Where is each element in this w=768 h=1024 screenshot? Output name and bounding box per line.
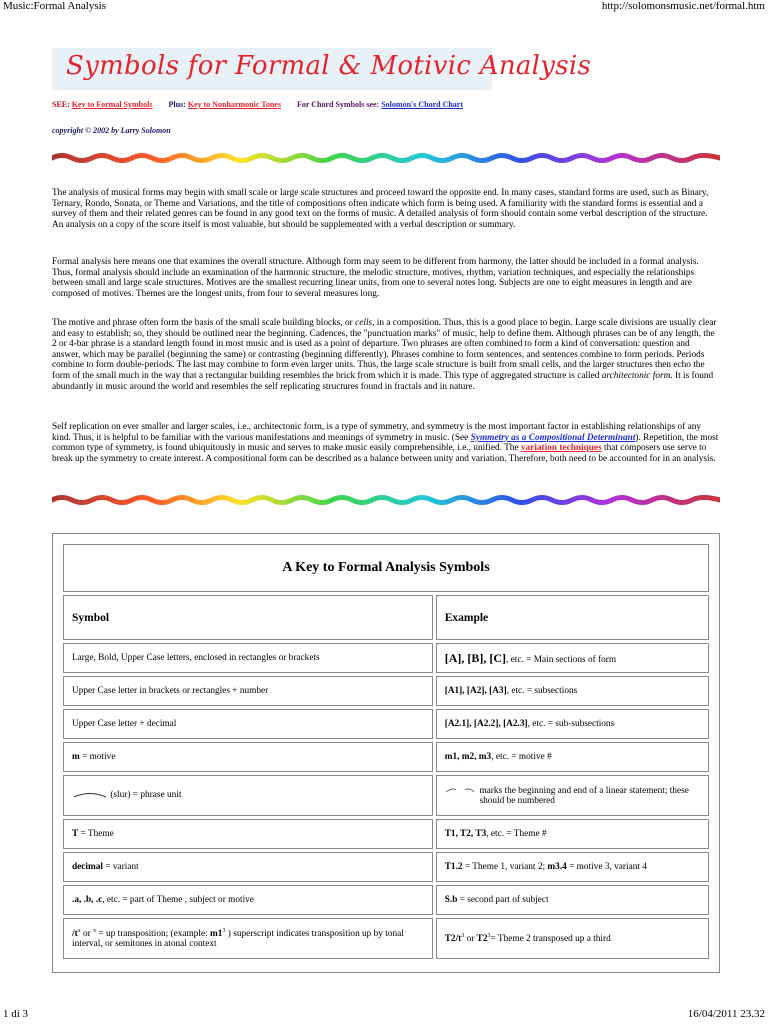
table-row xyxy=(63,918,709,959)
example-content xyxy=(445,786,700,806)
example-text: , etc. = Main sections of form xyxy=(506,654,617,665)
example-bold: m3.4 xyxy=(547,862,567,872)
symbol-cell xyxy=(63,742,433,772)
link-chord-chart[interactable]: Solomon's Chord Chart xyxy=(381,100,464,109)
link-formal-symbols[interactable]: Key to Formal Symbols xyxy=(71,100,153,109)
table-header-row xyxy=(63,595,709,640)
symbols-table xyxy=(60,541,712,962)
symbol-cell xyxy=(63,885,433,915)
symbol-bold: m xyxy=(72,752,80,762)
example-cell xyxy=(436,775,709,816)
example-bold: [A1], [A2], [A3] xyxy=(444,686,507,696)
example-text: marks the beginning and end of a linear statement; these should be numbered xyxy=(479,785,689,806)
symbol-cell: Large, Bold, Upper Case letters, enclosed in rectangles or brackets xyxy=(63,643,433,673)
symbol-text: (slur) = phrase unit xyxy=(110,790,182,801)
symbol-bold: .a, .b, .c xyxy=(72,895,103,905)
print-timestamp: 16/04/2011 23.32 xyxy=(687,1008,765,1020)
page-number: 1 di 3 xyxy=(3,1008,29,1020)
p3-cells: cells xyxy=(355,318,373,328)
table-row xyxy=(63,819,709,849)
example-text: , etc. = motive # xyxy=(491,752,552,762)
slur-icon xyxy=(72,790,108,800)
table-row xyxy=(63,775,709,816)
example-cell xyxy=(436,918,709,959)
chord-label: For Chord Symbols see: xyxy=(296,100,380,109)
table-row xyxy=(63,852,709,882)
see-label: SEE: xyxy=(52,100,70,109)
superscript: x xyxy=(93,927,97,934)
symbol-text: , etc. = part of Theme , subject or motive xyxy=(102,895,254,905)
title-banner xyxy=(52,48,592,90)
example-text: = motive 3, variant 4 xyxy=(566,862,647,872)
symbol-text: = variant xyxy=(102,862,139,872)
browser-url: http://solomonsmusic.net/formal.htm xyxy=(601,0,765,12)
symbol-cell xyxy=(63,852,433,882)
symbol-bold: m1 xyxy=(210,929,223,940)
p4-part-c: that composers use serve to break up the symmetry to create interest. A compositional form can be described as a balance between unity and variation. Therefore, both need to be accounted for in an analysis. xyxy=(52,443,716,464)
example-text: , etc. = sub-subsections xyxy=(527,719,615,729)
example-text: = Theme 2 transposed up a third xyxy=(490,934,611,945)
example-bold: T2/t xyxy=(444,934,462,945)
example-text: = Theme 1, variant 2; xyxy=(462,862,548,872)
col-header-symbol: Symbol xyxy=(63,595,433,640)
phrase-marks-icon xyxy=(445,786,476,796)
example-bold: m1, m2, m3 xyxy=(444,752,492,762)
example-cell xyxy=(436,709,709,739)
p3-architectonic: architectonic form. xyxy=(601,370,673,381)
p3-part-a: The motive and phrase often form the basis of the small scale building blocks, or xyxy=(52,318,356,328)
symbol-cell: Upper Case letter in brackets or rectangles + number xyxy=(63,676,433,706)
example-cell xyxy=(436,643,709,673)
col-header-example: Example xyxy=(436,595,709,640)
symbol-text: = Theme xyxy=(78,829,114,839)
example-bold: S.b xyxy=(444,895,458,905)
intro-paragraph-1 xyxy=(52,188,720,230)
example-bold: [A2.1], [A2.2], [A2.3] xyxy=(444,719,528,729)
browser-page-title: Music:Formal Analysis xyxy=(3,0,106,12)
see-also-line xyxy=(52,100,463,109)
p4-part-b: ). Repetition, the most common type of symmetry, is found ubiquitously in music and serves to make music easily comprehensible, i.e., unified. The xyxy=(52,432,719,454)
symbol-text: = up transposition; (example: xyxy=(96,929,211,940)
superscript: 3 xyxy=(222,927,226,934)
link-nonharmonic-tones[interactable]: Key to Nonharmonic Tones xyxy=(187,100,281,109)
link-symmetry[interactable]: Symmetry as a Compositional Determinant xyxy=(470,432,636,443)
symbol-cell xyxy=(63,775,433,816)
table-row xyxy=(63,742,709,772)
example-cell xyxy=(436,742,709,772)
p3-part-b: , in a composition. Thus, this is a good place to begin. Large scale divisions are usually clear and easy to establish; so, they should be outlined near the beginning. Cadences, the "punctuation marks" of music, help to define them. Although phrases can be of any length, the 2 or 4-bar phrase is a standard length found in most music and is used as a point of departure. Two phrases are often combined to form a kind of conversation: question and answer, which may be parallel (beginning the same) or contrasting (beginning differently). Phrases combine to form sentences, and sentences combine to form periods. Periods combine to form double-periods. The last may combine to form even larger units. Thus, the large scale structure is built from small cells, and the larger structures then echo the form of the small much in the way that a rectangular building resembles the brick from which it is made. This type of aggregated structure is called xyxy=(52,318,717,381)
example-cell xyxy=(436,676,709,706)
symbol-cell xyxy=(63,918,433,959)
table-row xyxy=(63,709,709,739)
symbol-cell: Upper Case letter + decimal xyxy=(63,709,433,739)
example-bold: T1.2 xyxy=(444,862,463,872)
symbol-bold: T xyxy=(72,829,79,839)
symbol-bold: decimal xyxy=(72,862,103,872)
example-text: , etc. = Theme # xyxy=(486,829,547,839)
paragraph-text: Formal analysis here means one that examines the overall structure. Although form may seem to be different from harmony, the latter should be included in a formal analysis. Thus, formal analysis should include an examination of the harmonic structure, the melodic structure, motives, rhythm, variation techniques, and especially the relationships between small and large scale structures. Motives are the smallest recurring linear units, from one to several notes long. Subjects are one to eight measures in length and are composed of motives. Themes are the longest units, from four to several measures long. xyxy=(52,257,699,299)
intro-paragraph-3 xyxy=(52,318,720,392)
copyright: copyright © 2002 by Larry Solomon xyxy=(52,126,171,135)
rainbow-divider-bottom xyxy=(52,494,720,506)
table-caption-row xyxy=(63,544,709,592)
plus-label: Plus: xyxy=(168,100,186,109)
p3-part-c: It is found abundantly in music around the world and resembles the self replicating structures found in fractals and in nature. xyxy=(52,370,714,392)
table-caption: A Key to Formal Analysis Symbols xyxy=(63,544,709,592)
symbol-text: ) superscript indicates transposition up by tonal interval, or semitones in atonal context xyxy=(72,929,404,950)
p4-part-a: Self replication on ever smaller and larger scales, i.e., architectonic form, is a type of symmetry, and symmetry is the most important factor in establishing relationships of any kind. Thus, it is helpful to be familiar with the various manifestations and meanings of symmetry in music. (See xyxy=(52,422,702,443)
symbol-text: or xyxy=(80,929,94,940)
example-text: , etc. = subsections xyxy=(506,686,578,696)
example-bold: T1, T2, T3 xyxy=(444,829,487,839)
example-cell xyxy=(436,819,709,849)
paragraph-text: The analysis of musical forms may begin with small scale or large scale structures and proceed toward the opposite end. In many cases, standard forms are used, such as Binary, Ternary, Rondo, Sonata, or Theme and Variations, and the title of compositions often indicate which form is being used. A familiarity with the standard forms is essential and a survey of them and their related genres can be found in any good text on the forms of music. A detailed analysis of form should contain some verbal description of the structure. An analysis on a copy of the score itself is most valuable, but should be supplemented with a verbal description or summary. xyxy=(52,188,709,230)
paragraph-text xyxy=(52,318,720,392)
example-bold: T2 xyxy=(476,934,488,945)
table-row xyxy=(63,676,709,706)
link-variation-techniques[interactable]: variation techniques xyxy=(520,443,602,454)
superscript: 3 xyxy=(487,932,491,939)
intro-paragraph-2 xyxy=(52,257,720,299)
rainbow-divider-top xyxy=(52,152,720,164)
example-cell xyxy=(436,852,709,882)
example-text: = second part of subject xyxy=(457,895,549,905)
symbol-cell xyxy=(63,819,433,849)
example-text: or xyxy=(464,934,477,945)
table-row xyxy=(63,885,709,915)
intro-paragraph-4 xyxy=(52,422,720,464)
example-bold: [A], [B], [C] xyxy=(444,650,507,665)
paragraph-text xyxy=(52,422,720,464)
superscript: 3 xyxy=(461,932,465,939)
symbols-table-frame xyxy=(52,533,720,973)
superscript: x xyxy=(77,927,81,934)
symbol-text: = motive xyxy=(79,752,116,762)
page-title: Symbols for Formal & Motivic Analysis xyxy=(66,51,592,81)
symbol-bold: /t xyxy=(72,929,78,940)
table-row xyxy=(63,643,709,673)
example-cell xyxy=(436,885,709,915)
